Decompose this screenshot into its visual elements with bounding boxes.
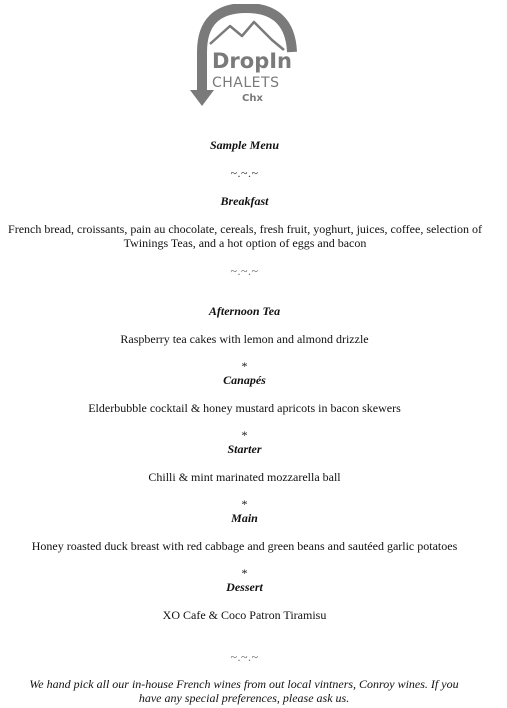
dessert-separator: * <box>241 566 248 580</box>
canapes-heading: Canapés <box>223 373 266 387</box>
divider-mid: ~.~.~ <box>230 264 259 278</box>
divider-top: ~.~.~ <box>230 166 259 180</box>
logo-chx-text: Chx <box>242 93 263 104</box>
main-heading: Main <box>231 511 258 525</box>
menu-title: Sample Menu <box>209 138 279 152</box>
main-text: Honey roasted duck breast with red cabbage and green beans and sautéed garlic potatoes <box>31 539 458 553</box>
starter-text: Chilli & mint marinated mozzarella ball <box>148 470 341 484</box>
canapes-text: Elderbubble cocktail & honey mustard apricots in bacon skewers <box>88 401 401 415</box>
divider-bottom: ~.~.~ <box>230 650 259 664</box>
wine-note: We hand pick all our in-house French wines from out local vintners, Conroy wines. If you have any special preferences, please ask us. <box>29 677 459 705</box>
main-separator: * <box>241 497 248 511</box>
breakfast-text: French bread, croissants, pain au chocolate, cereals, fresh fruit, yoghurt, juices, coffee, selection of Twinings Teas, and a hot option of eggs and bacon <box>8 222 482 250</box>
dropin-chalets-logo <box>188 4 306 108</box>
afternoon-tea-text: Raspberry tea cakes with lemon and almond drizzle <box>120 332 369 346</box>
afternoon-tea-heading: Afternoon Tea <box>208 304 281 318</box>
breakfast-heading: Breakfast <box>220 194 269 208</box>
starter-heading: Starter <box>227 442 262 456</box>
starter-separator: * <box>241 428 248 442</box>
logo-brand-text: DropIn <box>212 49 293 73</box>
dessert-text: XO Cafe & Coco Patron Tiramisu <box>162 608 327 622</box>
canapes-separator: * <box>241 359 248 373</box>
dessert-heading: Dessert <box>226 580 263 594</box>
logo-chalets-text: CHALETS <box>212 75 280 91</box>
